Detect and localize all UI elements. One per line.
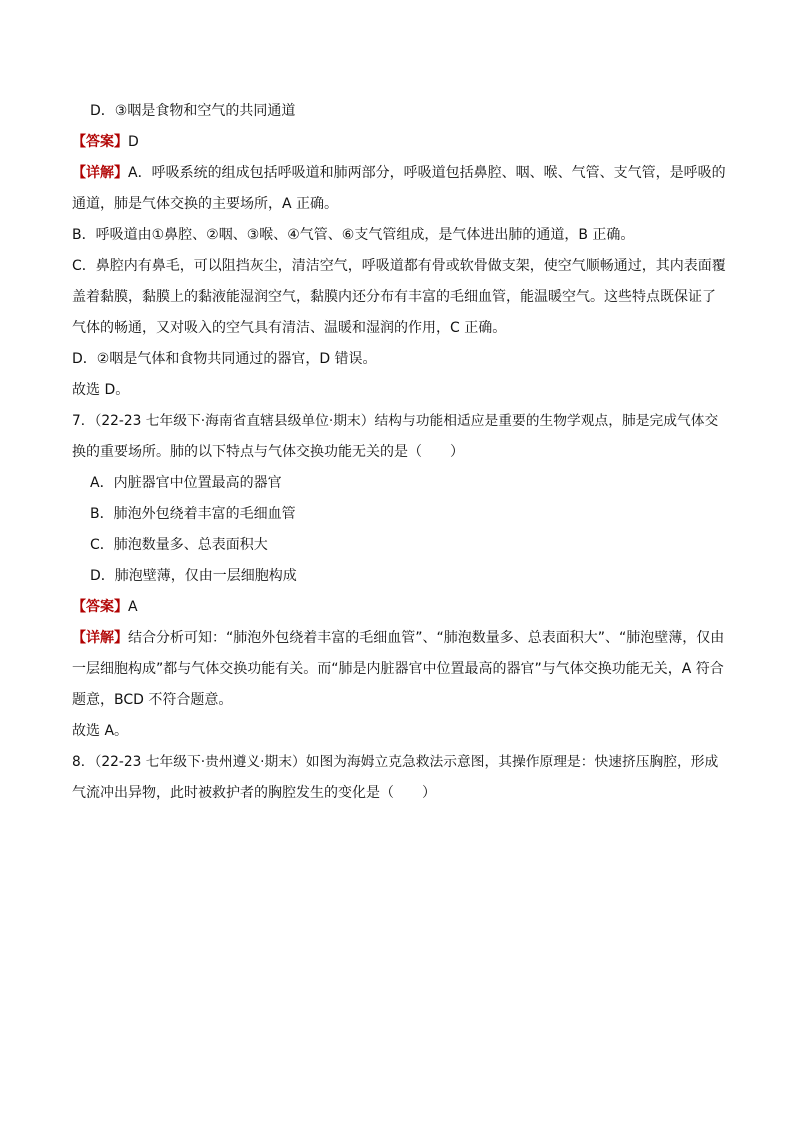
q6-detail-c-line1: C．鼻腔内有鼻毛，可以阻挡灰尘，清洁空气，呼吸道都有骨或软骨做支架，使空气顺畅通过，其内表面覆 — [72, 258, 726, 274]
q7-detail-line2: 一层细胞构成”都与气体交换功能有关。而“肺是内脏器官中位置最高的器官”与气体交换功能无关，A 符合 — [72, 661, 724, 677]
q7-conclusion: 故选 A。 — [72, 723, 129, 739]
q6-detail-b: B．呼吸道由①鼻腔、②咽、③喉、④气管、⑥支气管组成，是气体进出肺的通道，B 正确。 — [72, 227, 635, 243]
q8-stem-line2: 气流冲出异物，此时被救护者的胸腔发生的变化是（ ） — [72, 785, 436, 801]
detail-text: A．呼吸系统的组成包括呼吸道和肺两部分，呼吸道包括鼻腔、咽、喉、气管、支气管，是呼吸的 — [128, 165, 726, 181]
q6-detail-a-line1 — [72, 158, 727, 189]
q7-option-a: A．内脏器官中位置最高的器官 — [90, 475, 282, 491]
answer-value: D — [128, 134, 139, 150]
q7-stem-line1: 7．（22-23 七年级下·海南省直辖县级单位·期末）结构与功能相适应是重要的生物学观点，肺是完成气体交 — [72, 413, 719, 429]
q8-stem-line1: 8．（22-23 七年级下·贵州遵义·期末）如图为海姆立克急救法示意图，其操作原理是：快速挤压胸腔，形成 — [72, 754, 719, 770]
detail-text: 结合分析可知：“肺泡外包绕着丰富的毛细血管”、“肺泡数量多、总表面积大”、“肺泡壁薄，仅由 — [128, 630, 725, 646]
q6-answer — [72, 127, 727, 158]
q7-stem-line2: 换的重要场所。肺的以下特点与气体交换功能无关的是（ ） — [72, 444, 464, 460]
answer-label: 【答案】 — [72, 599, 128, 615]
document-page — [72, 96, 727, 809]
q6-conclusion: 故选 D。 — [72, 382, 130, 398]
detail-label: 【详解】 — [72, 165, 128, 181]
q7-option-b: B．肺泡外包绕着丰富的毛细血管 — [90, 506, 296, 522]
answer-label: 【答案】 — [72, 134, 128, 150]
q6-option-d: D．③咽是食物和空气的共同通道 — [90, 103, 296, 119]
q7-option-c: C．肺泡数量多、总表面积大 — [90, 537, 268, 553]
q7-detail-line1 — [72, 623, 727, 654]
q6-detail-a-line2: 通道，肺是气体交换的主要场所，A 正确。 — [72, 196, 339, 212]
detail-label: 【详解】 — [72, 630, 128, 646]
q6-detail-c-line3: 气体的畅通，又对吸入的空气具有清洁、温暖和湿润的作用，C 正确。 — [72, 320, 507, 336]
q6-detail-c-line2: 盖着黏膜，黏膜上的黏液能湿润空气，黏膜内还分布有丰富的毛细血管，能温暖空气。这些特点既保证了 — [72, 289, 716, 305]
q6-detail-d: D．②咽是气体和食物共同通过的器官，D 错误。 — [72, 351, 377, 367]
answer-value: A — [128, 599, 138, 615]
q7-option-d: D．肺泡壁薄，仅由一层细胞构成 — [90, 568, 297, 584]
q7-detail-line3: 题意，BCD 不符合题意。 — [72, 692, 233, 708]
q7-answer — [72, 592, 727, 623]
